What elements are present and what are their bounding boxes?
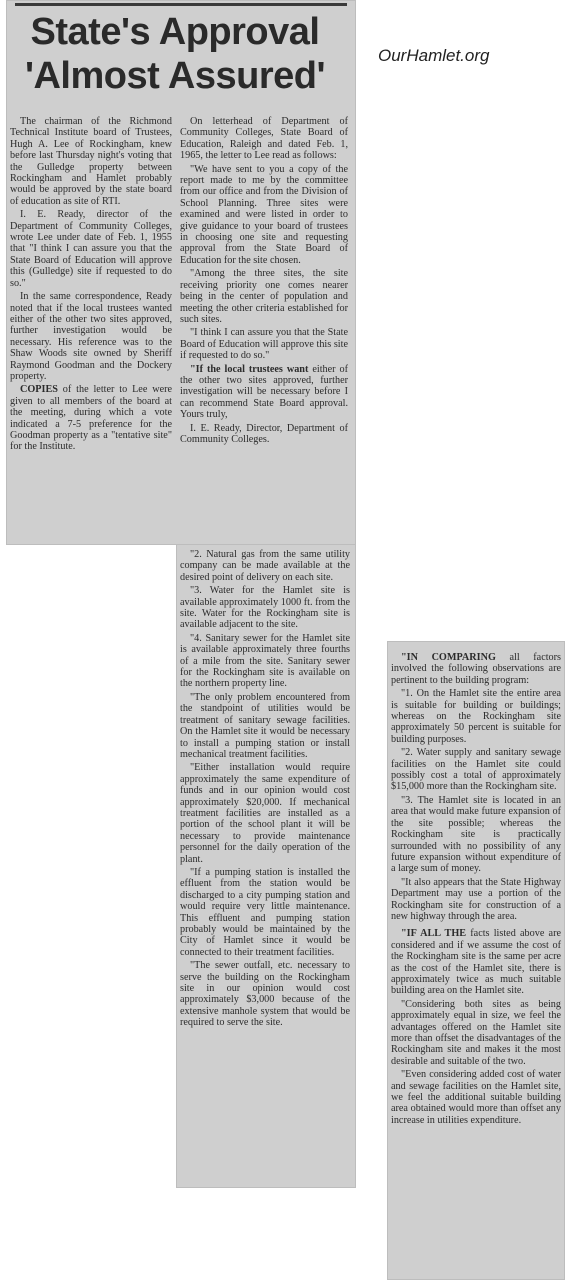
paragraph bbox=[180, 364, 348, 421]
paragraph bbox=[391, 652, 561, 686]
paragraph: "Among the three sites, the site receiving priority one comes nearer being in the center of population and meeting the other criteria established for such sites. bbox=[180, 268, 348, 325]
paragraph: "Either installation would require approximately the same expenditure of funds and in our opinion would cost approximately $20,000. If mechanical treatment facilities are installed as a portion of the school plant it will be necessary to provide maintenance personnel for the daily operation of the plant. bbox=[180, 762, 350, 865]
paragraph: On letterhead of Department of Community Colleges, State Board of Education, Raleigh and dated Feb. 1, 1965, the letter to Lee read as follows: bbox=[180, 116, 348, 162]
paragraph: "It also appears that the State Highway Department may use a portion of the Rockingham site for construction of a new highway through the area. bbox=[391, 876, 561, 922]
paragraph: "We have sent to you a copy of the report made to me by the committee from our office and from the Division of School Planning. Three sites were examined and were listed in order to give guidance to your board of trustees in choosing one site and requesting approval from the State Board of Education for the site chosen. bbox=[180, 163, 348, 266]
article-column-1 bbox=[10, 116, 172, 455]
headline-line-2: 'Almost Assured' bbox=[24, 55, 326, 97]
subhead-lead: "IF ALL THE bbox=[401, 928, 467, 940]
paragraph: "I think I can assure you that the State Board of Education will approve this site if requested to do so." bbox=[180, 327, 348, 362]
article-column-3 bbox=[180, 549, 350, 1031]
subhead-lead: "IN COMPARING bbox=[401, 652, 496, 663]
paragraph-text: either of the other two sites approved, further investigation will be necessary before I can recommend State Board approval. Yours truly, bbox=[180, 363, 348, 421]
paragraph: "Considering both sites as being approximately equal in size, we feel the advantages offered on the Hamlet site more than offset the disadvantages of the Rockingham site and makes it the most desirable and suitable of the two. bbox=[391, 998, 561, 1067]
paragraph: "2. Water supply and sanitary sewage facilities on the Hamlet site could possibly cost a total of approximately $15,000 more than the Rockingham site. bbox=[391, 747, 561, 793]
paragraph: "3. Water for the Hamlet site is available approximately 1000 ft. from the site. Water for the Rockingham site is available adjacent to the site. bbox=[180, 585, 350, 631]
paragraph: "3. The Hamlet site is located in an area that would make future expansion of the site possible; whereas the Rockingham site is practically surrounded with no possibility of any future expansion without expenditure of a large sum of money. bbox=[391, 794, 561, 875]
site-watermark: OurHamlet.org bbox=[378, 46, 490, 65]
top-rule bbox=[15, 3, 347, 6]
paragraph: The chairman of the Richmond Technical Institute board of Trustees, Hugh A. Lee of Rockingham, knew before last Thursday night's voting that the Gulledge property between Rockingham and Hamlet probably would be approved by the state board of education as site of RTI. bbox=[10, 116, 172, 207]
paragraph: I. E. Ready, director of the Department of Community Colleges, wrote Lee under date of Feb. 1, 1955 that "I think I can assure you that the State Board of Education will approve this (Gulledge) site if requested to do so." bbox=[10, 209, 172, 289]
paragraph: "The sewer outfall, etc. necessary to serve the building on the Rockingham site in our opinion would cost approximately $3,000 because of the extensive manhole system that would be required to serve the site. bbox=[180, 960, 350, 1029]
paragraph: In the same correspondence, Ready noted that if the local trustees wanted either of the other two sites approved, further investigation would be necessary. His reference was to the Shaw Woods site owned by Sheriff Raymond Goodman and the Dockery property. bbox=[10, 291, 172, 382]
signature: I. E. Ready, Director, Department of Community Colleges. bbox=[180, 422, 348, 445]
paragraph-text: of the letter to Lee were given to all members of the board at the meeting, during which a vote indicated a 7-5 preference for the Goodman property as a "tentative site" for the Institute. bbox=[10, 384, 172, 453]
paragraph bbox=[391, 928, 561, 996]
paragraph: "4. Sanitary sewer for the Hamlet site is available approximately three fourths of a mile from the site. Sanitary sewer for the Rockingham site is available on the northern property line. bbox=[180, 632, 350, 690]
headline bbox=[10, 10, 340, 98]
paragraph bbox=[10, 384, 172, 452]
paragraph: "2. Natural gas from the same utility company can be made available at the desired point of delivery on each site. bbox=[180, 549, 350, 583]
subhead-lead: COPIES bbox=[20, 384, 58, 396]
paragraph-text: facts listed above are considered and if we assume the cost of the Rockingham site is the same per acre as the cost of the Hamlet site, there is approximately twice as much suitable building area on the Hamlet site. bbox=[391, 928, 561, 997]
paragraph: "1. On the Hamlet site the entire area is suitable for building or buildings; whereas on the Rockingham site approximately 50 percent is suitable for building purposes. bbox=[391, 688, 561, 745]
paragraph: "Even considering added cost of water and sewage facilities on the Hamlet site, we feel the additional suitable building area obtained would more than offset any increase in utilities expenditure. bbox=[391, 1069, 561, 1126]
subhead-lead: "If the local trustees want bbox=[190, 363, 309, 375]
article-column-2 bbox=[180, 116, 348, 447]
paragraph: "If a pumping station is installed the effluent from the station would be discharged to a city pumping station and would require very little maintenance. This effluent and pumping station probably would be maintained by the City of Hamlet since it would be connected to their treatment facilities. bbox=[180, 866, 350, 958]
paragraph: "The only problem encountered from the standpoint of utilities would be treatment of sanitary sewage facilities. On the Hamlet site it would be necessary to install a pumping station or install mechanical treatment facilities. bbox=[180, 691, 350, 760]
article-column-4 bbox=[391, 652, 561, 1128]
headline-line-1: State's Approval bbox=[30, 11, 320, 53]
paragraph-text: all factors involved the following observations are pertinent to the building program: bbox=[391, 652, 561, 686]
